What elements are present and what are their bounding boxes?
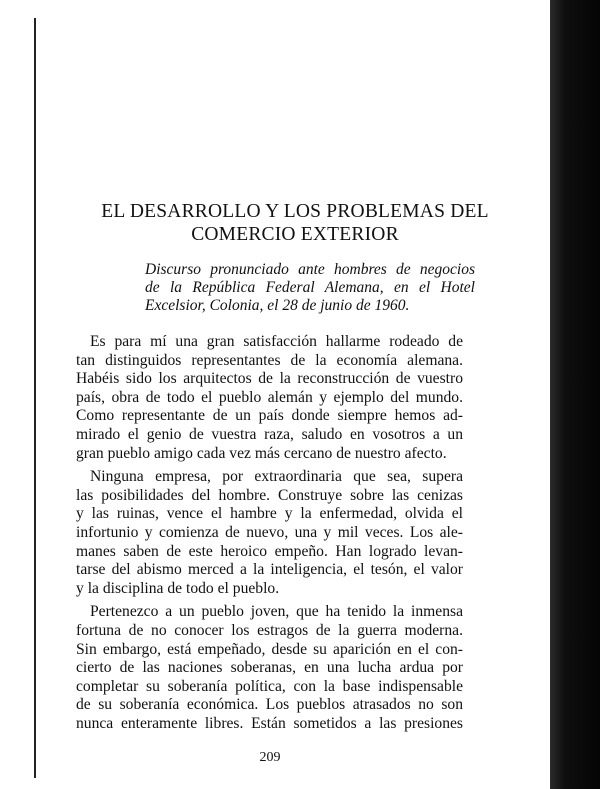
text-line: nunca enteramente libres. Están sometidos a las presiones	[76, 714, 463, 732]
text-line: de su soberanía económica. Los pueblos atrasados no son	[76, 696, 463, 714]
text-line: Sin embargo, está empeñado, desde su aparición en el con-	[76, 640, 463, 658]
subtitle-line: Excelsior, Colonia, el 28 de junio de 1960.	[145, 297, 410, 314]
paragraph	[76, 333, 463, 463]
text-line: tan distinguidos representantes de la economía alemana.	[76, 351, 463, 369]
text-line: completar su soberanía política, con la base indispensable	[76, 677, 463, 695]
page-number: 209	[259, 750, 281, 765]
page-edge-line	[34, 18, 36, 778]
text-line: las posibilidades del hombre. Construye sobre las cenizas	[76, 486, 463, 504]
subtitle-line: Discurso pronunciado ante hombres de negocios	[145, 261, 475, 278]
scan-dark-edge	[550, 0, 600, 789]
text-line: y la disciplina de todo el pueblo.	[76, 579, 280, 597]
paragraph	[76, 603, 463, 733]
text-line: infortunio y comienza de nuevo, una y mil veces. Los ale-	[76, 523, 463, 541]
chapter-title-line: COMERCIO EXTERIOR	[191, 224, 399, 245]
text-line: país, obra de todo el pueblo alemán y ejemplo del mundo.	[76, 388, 463, 406]
text-line: Como representante de un país donde siempre hemos ad-	[76, 407, 463, 425]
subtitle-line: de la República Federal Alemana, en el Hotel	[145, 279, 475, 296]
text-line: mirado el genio de vuestra raza, saludo en vosotros a un	[76, 425, 463, 443]
text-line: fortuna de no conocer los estragos de la guerra moderna.	[76, 621, 463, 639]
chapter-title	[76, 200, 514, 246]
text-line: manes saben de este heroico empeño. Han logrado levan-	[76, 542, 463, 560]
text-line: Habéis sido los arquitectos de la reconstrucción de vuestro	[76, 370, 463, 388]
text-line: gran pueblo amigo cada vez más cercano de nuestro afecto.	[76, 444, 447, 462]
text-line: Pertenezco a un pueblo joven, que ha tenido la inmensa	[90, 603, 463, 621]
paragraph	[76, 468, 463, 598]
body-text	[76, 333, 463, 738]
speech-context-note	[145, 261, 475, 315]
text-line: tarse del abismo merced a la inteligencia, el tesón, el valor	[76, 561, 463, 579]
chapter-title-line: EL DESARROLLO Y LOS PROBLEMAS DEL	[101, 201, 489, 222]
text-line: cierto de las naciones soberanas, en una lucha ardua por	[76, 659, 463, 677]
text-line: y las ruinas, vence el hambre y la enfermedad, olvida el	[76, 505, 463, 523]
text-line: Ninguna empresa, por extraordinaria que sea, supera	[90, 468, 463, 486]
text-line: Es para mí una gran satisfacción hallarme rodeado de	[90, 333, 463, 350]
